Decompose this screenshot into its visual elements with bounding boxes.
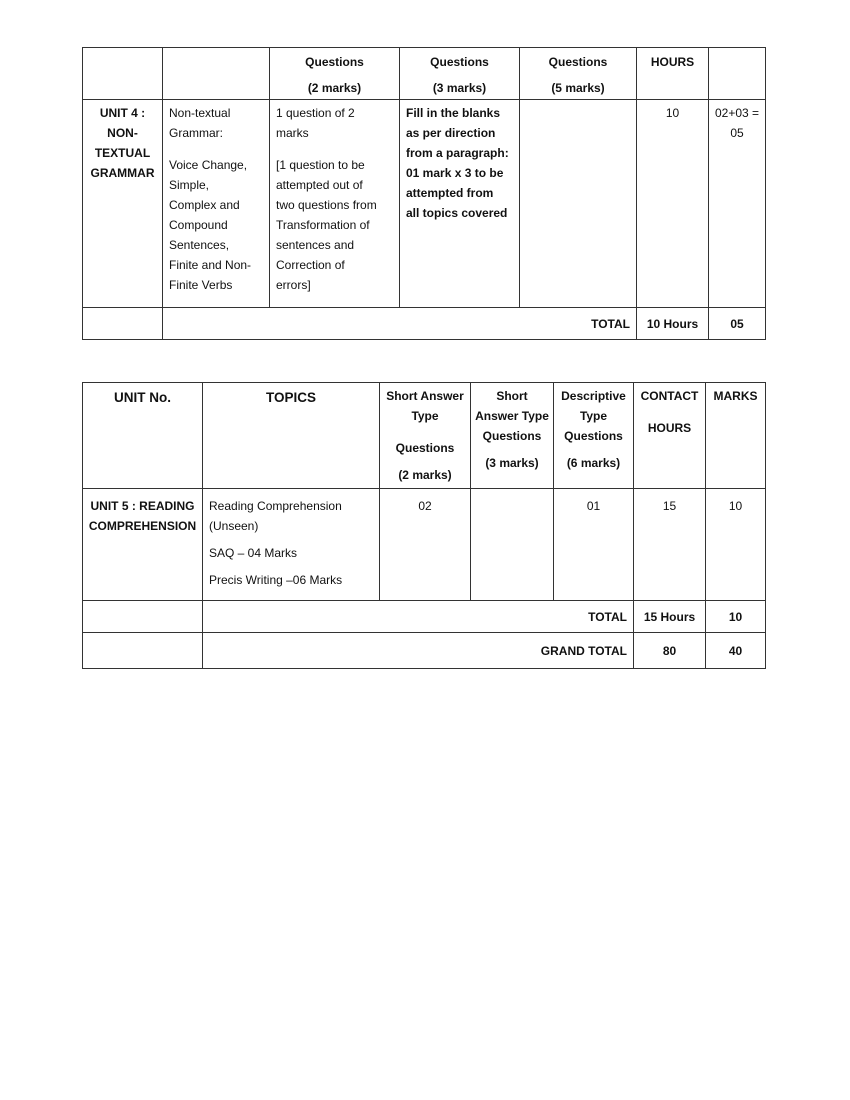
grand-total-label: GRAND TOTAL xyxy=(203,633,634,669)
table-row xyxy=(83,100,766,308)
total-empty-cell xyxy=(83,601,203,633)
questions-2-marks-cell: 1 question of 2 marks [1 question to be attempted out of two questions from Transformation of sentences and Correction of errors] xyxy=(270,100,400,308)
topics-cell: Non-textual Grammar: Voice Change, Simple, Complex and Compound Sentences, Finite and Non- Finite Verbs xyxy=(163,100,270,308)
table-row xyxy=(83,489,766,601)
contact-hours-cell: 15 xyxy=(634,489,706,601)
total-hours: 10 Hours xyxy=(637,308,709,340)
header-questions-2-marks: Questions (2 marks) xyxy=(270,48,400,100)
header-descriptive-6-marks: Descriptive Type Questions (6 marks) xyxy=(554,383,634,489)
total-label: TOTAL xyxy=(163,308,637,340)
header-hours: HOURS xyxy=(637,48,709,100)
table-header-row xyxy=(83,48,766,100)
grand-total-marks: 40 xyxy=(706,633,766,669)
topics-cell: Reading Comprehension (Unseen) SAQ – 04 Marks Precis Writing –06 Marks xyxy=(203,489,380,601)
questions-3-marks-cell: Fill in the blanks as per direction from a paragraph: 01 mark x 3 to be attempted from all topics covered xyxy=(400,100,520,308)
total-hours: 15 Hours xyxy=(634,601,706,633)
header-short-answer-3-marks: Short Answer Type Questions (3 marks) xyxy=(471,383,554,489)
grand-total-row xyxy=(83,633,766,669)
header-questions-5-marks: Questions (5 marks) xyxy=(520,48,637,100)
table-header-row xyxy=(83,383,766,489)
descriptive-6-marks-cell: 01 xyxy=(554,489,634,601)
header-contact-hours: CONTACT HOURS xyxy=(634,383,706,489)
header-topics: TOPICS xyxy=(203,383,380,489)
header-short-answer-2-marks: Short Answer Type Questions (2 marks) xyxy=(380,383,471,489)
header-unit-no: UNIT No. xyxy=(83,383,203,489)
unit4-table xyxy=(82,47,766,340)
header-cell-empty xyxy=(163,48,270,100)
unit-cell: UNIT 4 : NON- TEXTUAL GRAMMAR xyxy=(83,100,163,308)
total-row xyxy=(83,308,766,340)
questions-5-marks-cell xyxy=(520,100,637,308)
short-answer-3-marks-cell xyxy=(471,489,554,601)
short-answer-2-marks-cell: 02 xyxy=(380,489,471,601)
header-cell-empty xyxy=(83,48,163,100)
total-empty-cell xyxy=(83,308,163,340)
total-label: TOTAL xyxy=(203,601,634,633)
grand-total-hours: 80 xyxy=(634,633,706,669)
grand-total-empty-cell xyxy=(83,633,203,669)
hours-cell: 10 xyxy=(637,100,709,308)
header-marks: MARKS xyxy=(706,383,766,489)
unit5-table xyxy=(82,382,766,669)
header-questions-3-marks: Questions (3 marks) xyxy=(400,48,520,100)
total-row xyxy=(83,601,766,633)
marks-cell: 10 xyxy=(706,489,766,601)
unit-cell: UNIT 5 : READING COMPREHENSION xyxy=(83,489,203,601)
header-cell-empty xyxy=(709,48,766,100)
total-marks: 05 xyxy=(709,308,766,340)
marks-cell: 02+03 = 05 xyxy=(709,100,766,308)
total-marks: 10 xyxy=(706,601,766,633)
